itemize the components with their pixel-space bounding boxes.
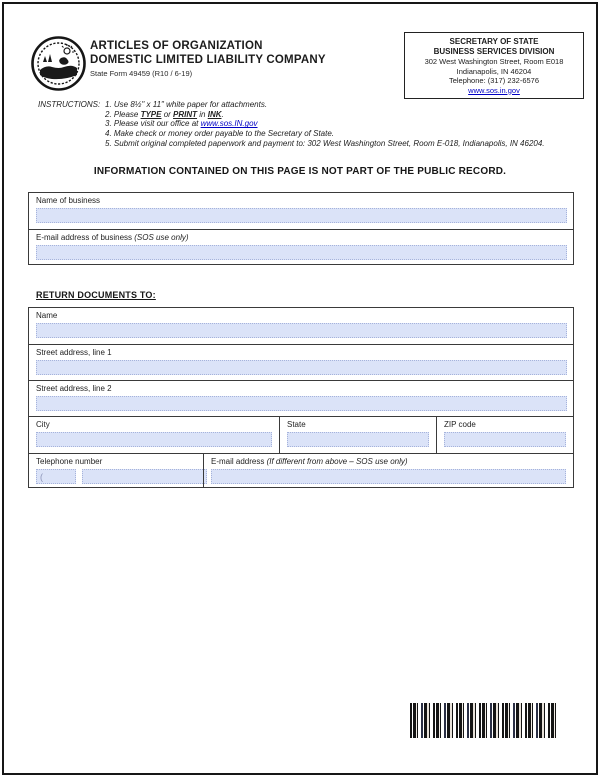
return-documents-heading: RETURN DOCUMENTS TO: (36, 290, 156, 300)
telephone-number-input[interactable] (82, 469, 207, 484)
instructions-list (105, 100, 545, 149)
sos-in-gov-link[interactable]: www.sos.IN.gov (200, 119, 258, 129)
instructions-label: INSTRUCTIONS: (38, 100, 101, 109)
street-address-1-input[interactable] (36, 360, 567, 375)
business-name-label: Name of business (36, 196, 101, 205)
zip-code-input[interactable] (444, 432, 566, 447)
state-input[interactable] (287, 432, 429, 447)
zip-code-label: ZIP code (444, 420, 476, 429)
agency-street: 302 West Washington Street, Room E018 (424, 57, 564, 66)
public-record-notice: INFORMATION CONTAINED ON THIS PAGE IS NOT PART OF THE PUBLIC RECORD. (93, 166, 507, 177)
agency-name: SECRETARY OF STATE (449, 37, 539, 46)
return-name-input[interactable] (36, 323, 567, 338)
agency-division: BUSINESS SERVICES DIVISION (433, 47, 555, 56)
agency-phone: Telephone: (317) 232-6576 (448, 76, 540, 85)
indiana-state-seal-icon (31, 36, 86, 91)
sos-website-link[interactable]: www.sos.in.gov (468, 85, 520, 95)
barcode (410, 703, 556, 738)
form-title-line1: ARTICLES OF ORGANIZATION (90, 40, 263, 52)
city-label: City (36, 420, 50, 429)
telephone-label: Telephone number (36, 457, 103, 466)
agency-city: Indianapolis, IN 46204 (456, 66, 532, 76)
business-name-input[interactable] (36, 208, 567, 223)
instruction-item-4: 4. Make check or money order payable to the Secretary of State. (105, 129, 335, 139)
street-address-1-label: Street address, line 1 (36, 348, 112, 357)
street-address-2-label: Street address, line 2 (36, 384, 112, 393)
form-title-line2: DOMESTIC LIMITED LIABILITY COMPANY (90, 53, 326, 66)
instruction-item-1: 1. Use 8½" x 11" white paper for attachments. (105, 100, 268, 109)
instruction-item-3: 3. Please visit our office at www.sos.IN.gov (105, 119, 258, 129)
state-form-number: State Form 49459 (R10 / 6-19) (90, 69, 193, 78)
telephone-area-code-input[interactable] (36, 469, 76, 484)
form-title-block (90, 40, 326, 78)
business-email-label: E-mail address of business (SOS use only) (36, 233, 189, 242)
return-documents-box (28, 307, 574, 488)
business-info-box (28, 192, 574, 265)
business-email-input[interactable] (36, 245, 567, 260)
return-email-input[interactable] (211, 469, 566, 484)
return-name-label: Name (36, 311, 58, 320)
instruction-item-2: 2. Please TYPE or PRINT in INK. (105, 109, 224, 119)
instruction-item-5: 5. Submit original completed paperwork and payment to: 302 West Washington Street, Room E-018, Indianapolis, IN 46204. (105, 138, 545, 148)
city-input[interactable] (36, 432, 272, 447)
return-email-label: E-mail address (If different from above – SOS use only) (211, 457, 408, 466)
agency-address-box (404, 32, 584, 99)
street-address-2-input[interactable] (36, 396, 567, 411)
state-label: State (287, 420, 306, 429)
